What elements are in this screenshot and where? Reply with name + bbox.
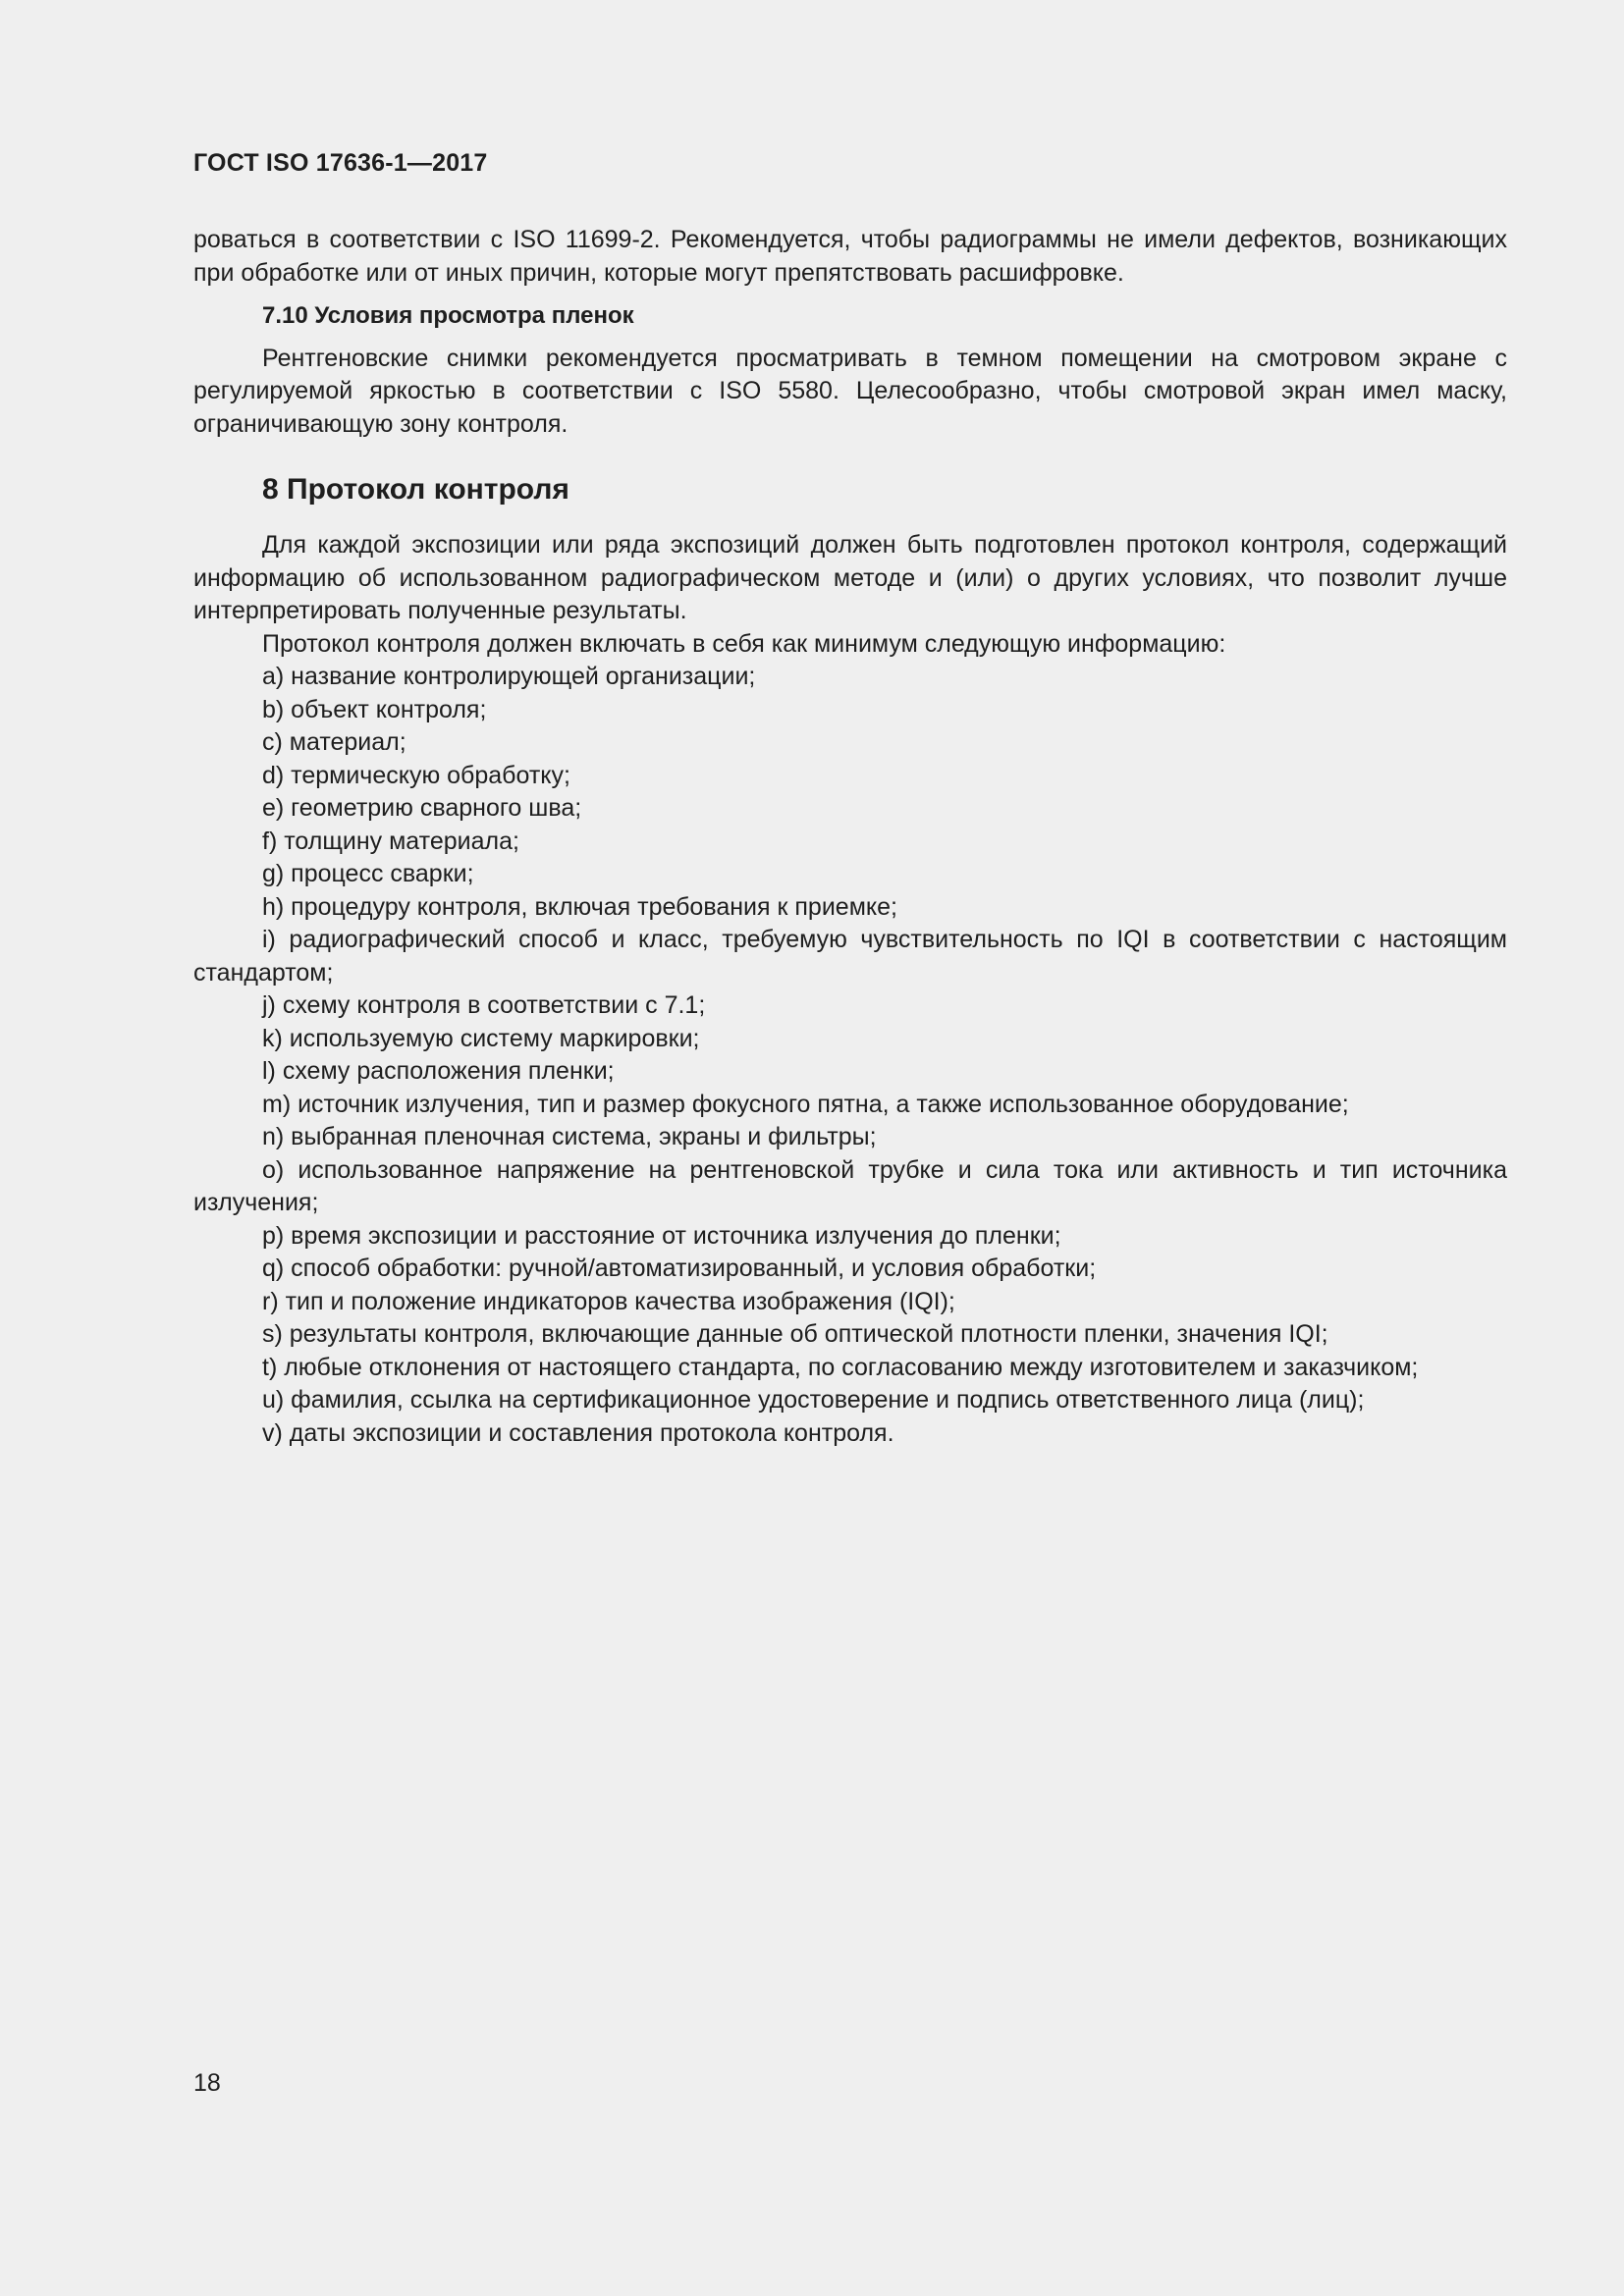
section-8-title: 8 Протокол контроля — [262, 473, 569, 506]
list-item: i) радиографический способ и класс, требуемую чувствительность по IQI в соответствии с настоящим стандартом; — [193, 926, 1507, 987]
list-item: o) использованное напряжение на рентгеновской трубке и сила тока или активность и тип источника излучения; — [193, 1155, 1507, 1216]
list-item: r) тип и положение индикаторов качества изображения (IQI); — [262, 1287, 955, 1315]
intro-paragraph: роваться в соответствии с ISO 11699-2. Рекомендуется, чтобы радиограммы не имели дефектов, возникающих при обработке или от иных причин, которые могут препятствовать расшифровке. — [193, 226, 1507, 287]
list-item: g) процесс сварки; — [262, 860, 474, 887]
list-item: s) результаты контроля, включающие данные об оптической плотности пленки, значения IQI; — [262, 1320, 1328, 1348]
section-7-10-title: 7.10 Условия просмотра пленок — [262, 302, 634, 329]
list-item: e) геометрию сварного шва; — [262, 794, 582, 822]
section-8-paragraph-2: Протокол контроля должен включать в себя как минимум следующую информацию: — [262, 629, 1226, 658]
list-item: q) способ обработки: ручной/автоматизированный, и условия обработки; — [262, 1255, 1097, 1282]
list-item: h) процедуру контроля, включая требования к приемке; — [262, 892, 897, 921]
list-item: c) материал; — [262, 728, 406, 756]
page-content — [193, 224, 1507, 1450]
list-item: n) выбранная пленочная система, экраны и фильтры; — [262, 1123, 877, 1150]
list-item: l) схему расположения пленки; — [262, 1057, 615, 1085]
list-item: f) толщину материала; — [262, 827, 519, 855]
list-item: m) источник излучения, тип и размер фокусного пятна, а также использованное оборудование; — [262, 1090, 1349, 1118]
list-item: j) схему контроля в соответствии с 7.1; — [262, 991, 706, 1019]
list-item: a) название контролирующей организации; — [262, 663, 756, 690]
list-item: u) фамилия, ссылка на сертификационное удостоверение и подпись ответственного лица (лиц); — [262, 1386, 1365, 1414]
list-item: t) любые отклонения от настоящего стандарта, по согласованию между изготовителем и заказчиком; — [262, 1353, 1419, 1381]
list-item: k) используемую систему маркировки; — [262, 1024, 700, 1052]
list-item: b) объект контроля; — [262, 695, 487, 723]
section-8-paragraph-1: Для каждой экспозиции или ряда экспозиций должен быть подготовлен протокол контроля, содержащий информацию об использованном радиографическом методе и (или) о других условиях, что позволит лучше интерпретировать полученные результаты. — [193, 531, 1507, 624]
section-7-10-text: Рентгеновские снимки рекомендуется просматривать в темном помещении на смотровом экране с регулируемой яркостью в соответствии с ISO 5580. Целесообразно, чтобы смотровой экран имел маску, ограничивающую зону контроля. — [193, 344, 1507, 438]
protocol-items-list — [193, 661, 1507, 1450]
page-number: 18 — [193, 2069, 221, 2097]
list-item: p) время экспозиции и расстояние от источника излучения до пленки; — [262, 1221, 1061, 1250]
standard-header: ГОСТ ISO 17636-1—2017 — [193, 149, 488, 177]
list-item: d) термическую обработку; — [262, 761, 570, 789]
list-item: v) даты экспозиции и составления протокола контроля. — [262, 1418, 894, 1447]
